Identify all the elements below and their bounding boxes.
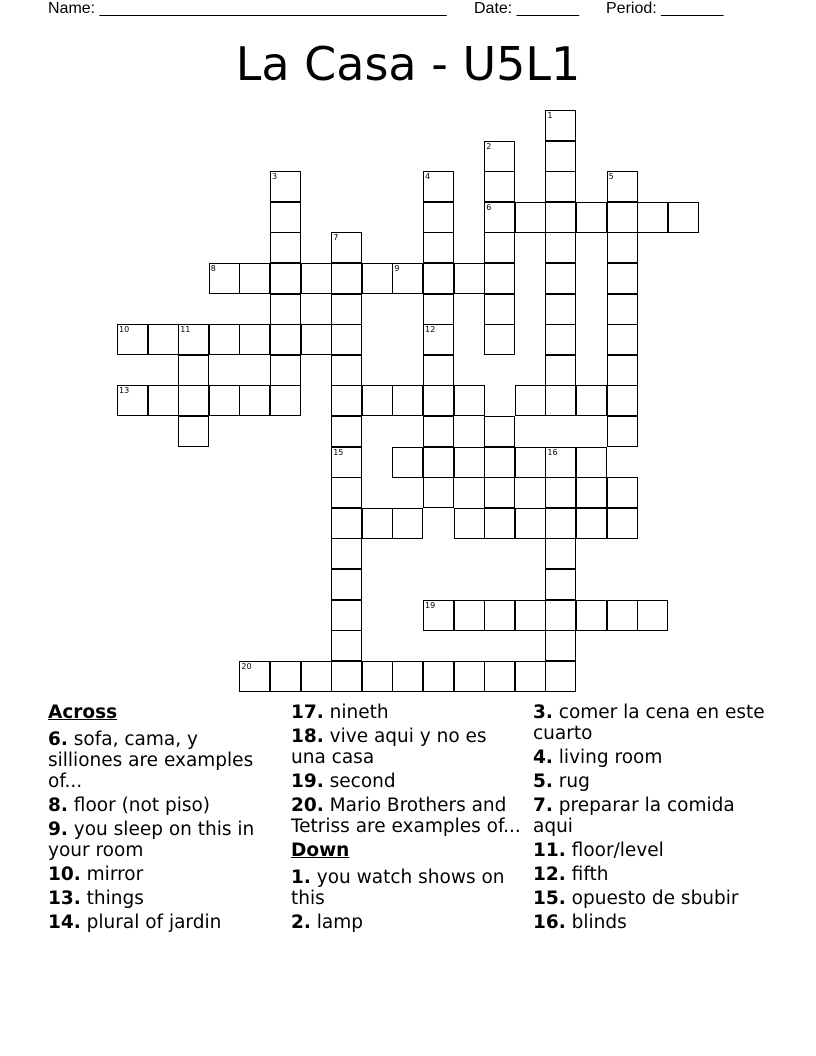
grid-cell[interactable]: [270, 232, 301, 263]
grid-cell[interactable]: [454, 447, 485, 478]
grid-cell[interactable]: [545, 355, 576, 386]
clue-item-number: 2.: [291, 912, 311, 933]
grid-cell[interactable]: [454, 508, 485, 539]
grid-cell[interactable]: [423, 477, 454, 508]
grid-cell[interactable]: [545, 202, 576, 233]
grid-cell[interactable]: [362, 263, 393, 294]
grid-cell[interactable]: [515, 202, 546, 233]
clue-item-number: 20.: [291, 795, 324, 816]
grid-cell[interactable]: [423, 324, 454, 355]
clue-item-text: sofa, cama, y silliones are examples of...: [48, 729, 254, 792]
grid-cell[interactable]: [301, 263, 332, 294]
clue-column-1: [48, 702, 273, 936]
clue-item-text: rug: [552, 771, 590, 792]
clue-item-number: 16.: [533, 912, 566, 933]
down-clue-list: [291, 867, 521, 933]
clue-item: [48, 888, 273, 909]
clue-item-text: nineth: [323, 702, 389, 723]
clue-item-text: floor (not piso): [67, 795, 211, 816]
clue-item-number: 9.: [48, 819, 68, 840]
grid-cell[interactable]: [423, 232, 454, 263]
clue-number: 6: [486, 202, 492, 212]
grid-cell[interactable]: [331, 232, 362, 263]
page-title: La Casa - U5L1: [235, 37, 581, 91]
grid-cell[interactable]: [331, 477, 362, 508]
clue-item-number: 18.: [291, 726, 324, 747]
grid-cell[interactable]: [331, 263, 362, 294]
grid-cell[interactable]: [148, 385, 179, 416]
grid-cell[interactable]: [423, 355, 454, 386]
grid-cell[interactable]: [545, 171, 576, 202]
grid-cell[interactable]: [545, 569, 576, 600]
grid-cell[interactable]: [270, 171, 301, 202]
grid-cell[interactable]: [607, 416, 638, 447]
grid-cell[interactable]: [209, 263, 240, 294]
clue-item: [533, 864, 773, 885]
grid-cell[interactable]: [484, 416, 515, 447]
clue-number: 8: [210, 264, 216, 273]
clue-number: 2: [486, 141, 492, 151]
clue-item-number: 1.: [291, 867, 311, 888]
across-clue-list: [48, 729, 273, 933]
grid-cell[interactable]: [331, 385, 362, 416]
grid-cell[interactable]: [331, 416, 362, 447]
grid-cell[interactable]: [545, 477, 576, 508]
grid-cell[interactable]: [239, 661, 270, 692]
clue-item: [48, 795, 273, 816]
grid-cell[interactable]: [331, 661, 362, 692]
grid-cell[interactable]: [545, 232, 576, 263]
grid-cell[interactable]: [484, 232, 515, 263]
grid-cell[interactable]: [423, 661, 454, 692]
grid-cell[interactable]: [209, 324, 240, 355]
clue-item-number: 14.: [48, 912, 81, 933]
grid-cell[interactable]: [515, 447, 546, 478]
clue-item: [291, 771, 521, 792]
grid-cell[interactable]: [270, 263, 301, 294]
grid-cell[interactable]: [331, 630, 362, 661]
grid-cell[interactable]: [148, 324, 179, 355]
grid-cell[interactable]: [545, 447, 576, 478]
grid-cell[interactable]: [239, 385, 270, 416]
grid-cell[interactable]: [331, 294, 362, 325]
grid-cell[interactable]: [331, 324, 362, 355]
clue-item-number: 4.: [533, 747, 553, 768]
clue-column-2: [291, 702, 521, 936]
grid-cell[interactable]: [454, 385, 485, 416]
clue-item-text: mirror: [80, 864, 144, 885]
grid-cell[interactable]: [607, 232, 638, 263]
clue-number: 12: [425, 325, 436, 335]
clue-item-text: comer la cena en este cuarto: [533, 702, 765, 744]
grid-cell[interactable]: [331, 447, 362, 478]
clue-item-number: 17.: [291, 702, 324, 723]
down-heading: Down: [291, 840, 350, 861]
grid-cell[interactable]: [484, 661, 515, 692]
clue-item: [533, 747, 773, 768]
grid-cell[interactable]: [484, 294, 515, 325]
clue-item-number: 10.: [48, 864, 81, 885]
grid-cell[interactable]: [117, 324, 148, 355]
clue-item-text: floor/level: [565, 840, 664, 861]
grid-cell[interactable]: [423, 171, 454, 202]
grid-cell[interactable]: [576, 202, 607, 233]
grid-cell[interactable]: [545, 385, 576, 416]
grid-cell[interactable]: [576, 447, 607, 478]
clue-item-number: 12.: [533, 864, 566, 885]
grid-cell[interactable]: [270, 294, 301, 325]
clue-item: [533, 840, 773, 861]
clue-item-text: fifth: [565, 864, 609, 885]
grid-cell[interactable]: [392, 385, 423, 416]
grid-cell[interactable]: [668, 202, 699, 233]
clue-item: [48, 912, 273, 933]
clue-item-number: 7.: [533, 795, 553, 816]
clue-number: 3: [272, 172, 278, 182]
grid-cell[interactable]: [607, 600, 638, 631]
grid-cell[interactable]: [607, 508, 638, 539]
clue-number: 20: [241, 661, 252, 671]
clue-column-3: [533, 702, 773, 936]
clue-item-text: second: [323, 771, 396, 792]
clue-item: [291, 702, 521, 723]
grid-cell[interactable]: [607, 385, 638, 416]
grid-cell[interactable]: [423, 385, 454, 416]
clue-number: 10: [119, 325, 130, 335]
grid-cell[interactable]: [545, 508, 576, 539]
clue-item-number: 11.: [533, 840, 566, 861]
grid-cell[interactable]: [178, 355, 209, 386]
clue-item: [48, 729, 273, 792]
grid-cell[interactable]: [576, 600, 607, 631]
grid-cell[interactable]: [576, 477, 607, 508]
grid-cell[interactable]: [270, 202, 301, 233]
grid-cell[interactable]: [484, 263, 515, 294]
clue-item-text: opuesto de sbubir: [565, 888, 739, 909]
grid-cell[interactable]: [270, 385, 301, 416]
clue-item-text: living room: [552, 747, 663, 768]
grid-cell[interactable]: [545, 324, 576, 355]
grid-cell[interactable]: [239, 324, 270, 355]
grid-cell[interactable]: [545, 141, 576, 172]
grid-cell[interactable]: [545, 630, 576, 661]
clue-number: 11: [180, 325, 191, 335]
clue-item-text: vive aqui y no es una casa: [291, 726, 487, 768]
clue-item: [48, 864, 273, 885]
grid-cell[interactable]: [392, 661, 423, 692]
grid-cell[interactable]: [576, 385, 607, 416]
grid-cell[interactable]: [607, 202, 638, 233]
clue-item: [533, 795, 773, 837]
grid-cell[interactable]: [484, 447, 515, 478]
across-clue-list-continued: [291, 702, 521, 837]
grid-cell[interactable]: [117, 385, 148, 416]
clue-item-number: 13.: [48, 888, 81, 909]
grid-cell[interactable]: [454, 263, 485, 294]
grid-cell[interactable]: [270, 661, 301, 692]
grid-cell[interactable]: [484, 477, 515, 508]
clue-item: [48, 819, 273, 861]
clue-item-number: 8.: [48, 795, 68, 816]
grid-cell[interactable]: [484, 600, 515, 631]
grid-cell[interactable]: [178, 324, 209, 355]
clue-number: 15: [333, 447, 344, 457]
grid-cell[interactable]: [209, 385, 240, 416]
clue-item-number: 19.: [291, 771, 324, 792]
clue-item: [533, 888, 773, 909]
grid-cell[interactable]: [515, 600, 546, 631]
clue-item: [533, 912, 773, 933]
clue-item: [533, 702, 773, 744]
across-heading: Across: [48, 702, 118, 723]
grid-cell[interactable]: [545, 110, 576, 141]
clue-item-text: lamp: [310, 912, 364, 933]
clue-number: 5: [608, 172, 614, 182]
grid-cell[interactable]: [362, 508, 393, 539]
clue-number: 13: [119, 386, 130, 396]
grid-cell[interactable]: [331, 600, 362, 631]
clue-item-text: things: [80, 888, 144, 909]
grid-cell[interactable]: [576, 508, 607, 539]
grid-cell[interactable]: [301, 324, 332, 355]
clue-number: 19: [425, 600, 436, 610]
grid-cell[interactable]: [423, 263, 454, 294]
grid-cell[interactable]: [484, 141, 515, 172]
grid-cell[interactable]: [607, 263, 638, 294]
grid-cell[interactable]: [270, 324, 301, 355]
grid-cell[interactable]: [331, 538, 362, 569]
down-clue-list-continued: [533, 702, 773, 933]
clue-item: [291, 795, 521, 837]
clue-item: [291, 912, 521, 933]
grid-cell[interactable]: [637, 202, 668, 233]
grid-cell[interactable]: [515, 508, 546, 539]
clue-item-text: Mario Brothers and Tetriss are examples of...: [291, 795, 521, 837]
clue-number: 9: [394, 264, 400, 273]
grid-cell[interactable]: [331, 569, 362, 600]
grid-cell[interactable]: [331, 508, 362, 539]
clue-item: [291, 867, 521, 909]
grid-cell[interactable]: [454, 600, 485, 631]
clue-number: 1: [547, 111, 553, 120]
grid-cell[interactable]: [301, 661, 332, 692]
grid-cell[interactable]: [515, 661, 546, 692]
clue-item-number: 3.: [533, 702, 553, 723]
grid-cell[interactable]: [423, 202, 454, 233]
grid-cell[interactable]: [270, 355, 301, 386]
grid-cell[interactable]: [392, 508, 423, 539]
date-field-label: Date: _______: [474, 0, 579, 17]
grid-cell[interactable]: [423, 416, 454, 447]
grid-cell[interactable]: [484, 324, 515, 355]
grid-cell[interactable]: [607, 171, 638, 202]
grid-cell[interactable]: [362, 385, 393, 416]
grid-cell[interactable]: [607, 477, 638, 508]
grid-cell[interactable]: [607, 294, 638, 325]
grid-cell[interactable]: [178, 416, 209, 447]
grid-cell[interactable]: [362, 661, 393, 692]
grid-cell[interactable]: [637, 600, 668, 631]
grid-cell[interactable]: [423, 294, 454, 325]
grid-cell[interactable]: [484, 171, 515, 202]
grid-cell[interactable]: [423, 447, 454, 478]
grid-cell[interactable]: [392, 447, 423, 478]
grid-cell[interactable]: [178, 385, 209, 416]
grid-cell[interactable]: [545, 538, 576, 569]
grid-cell[interactable]: [484, 508, 515, 539]
grid-cell[interactable]: [239, 263, 270, 294]
clue-item-number: 15.: [533, 888, 566, 909]
grid-cell[interactable]: [392, 263, 423, 294]
grid-cell[interactable]: [515, 385, 546, 416]
clue-item-text: plural of jardin: [80, 912, 222, 933]
grid-cell[interactable]: [423, 600, 454, 631]
clue-item-number: 6.: [48, 729, 68, 750]
grid-cell[interactable]: [484, 202, 515, 233]
clue-item-text: you watch shows on this: [291, 867, 505, 909]
clue-number: 4: [425, 172, 431, 182]
grid-cell[interactable]: [331, 355, 362, 386]
grid-cell[interactable]: [545, 600, 576, 631]
grid-cell[interactable]: [454, 661, 485, 692]
name-field-label: Name: _______________________________________: [48, 0, 447, 17]
clue-item: [533, 771, 773, 792]
grid-cell[interactable]: [545, 294, 576, 325]
clue-number: 7: [333, 233, 339, 243]
clue-item-text: preparar la comida aqui: [533, 795, 735, 837]
grid-cell[interactable]: [545, 661, 576, 692]
clue-item: [291, 726, 521, 768]
clue-item-text: blinds: [565, 912, 627, 933]
clue-number: 16: [547, 447, 558, 457]
period-field-label: Period: _______: [606, 0, 724, 17]
grid-cell[interactable]: [545, 263, 576, 294]
grid-cell[interactable]: [607, 324, 638, 355]
clue-item-text: you sleep on this in your room: [48, 819, 255, 861]
clue-item-number: 5.: [533, 771, 553, 792]
grid-cell[interactable]: [607, 355, 638, 386]
